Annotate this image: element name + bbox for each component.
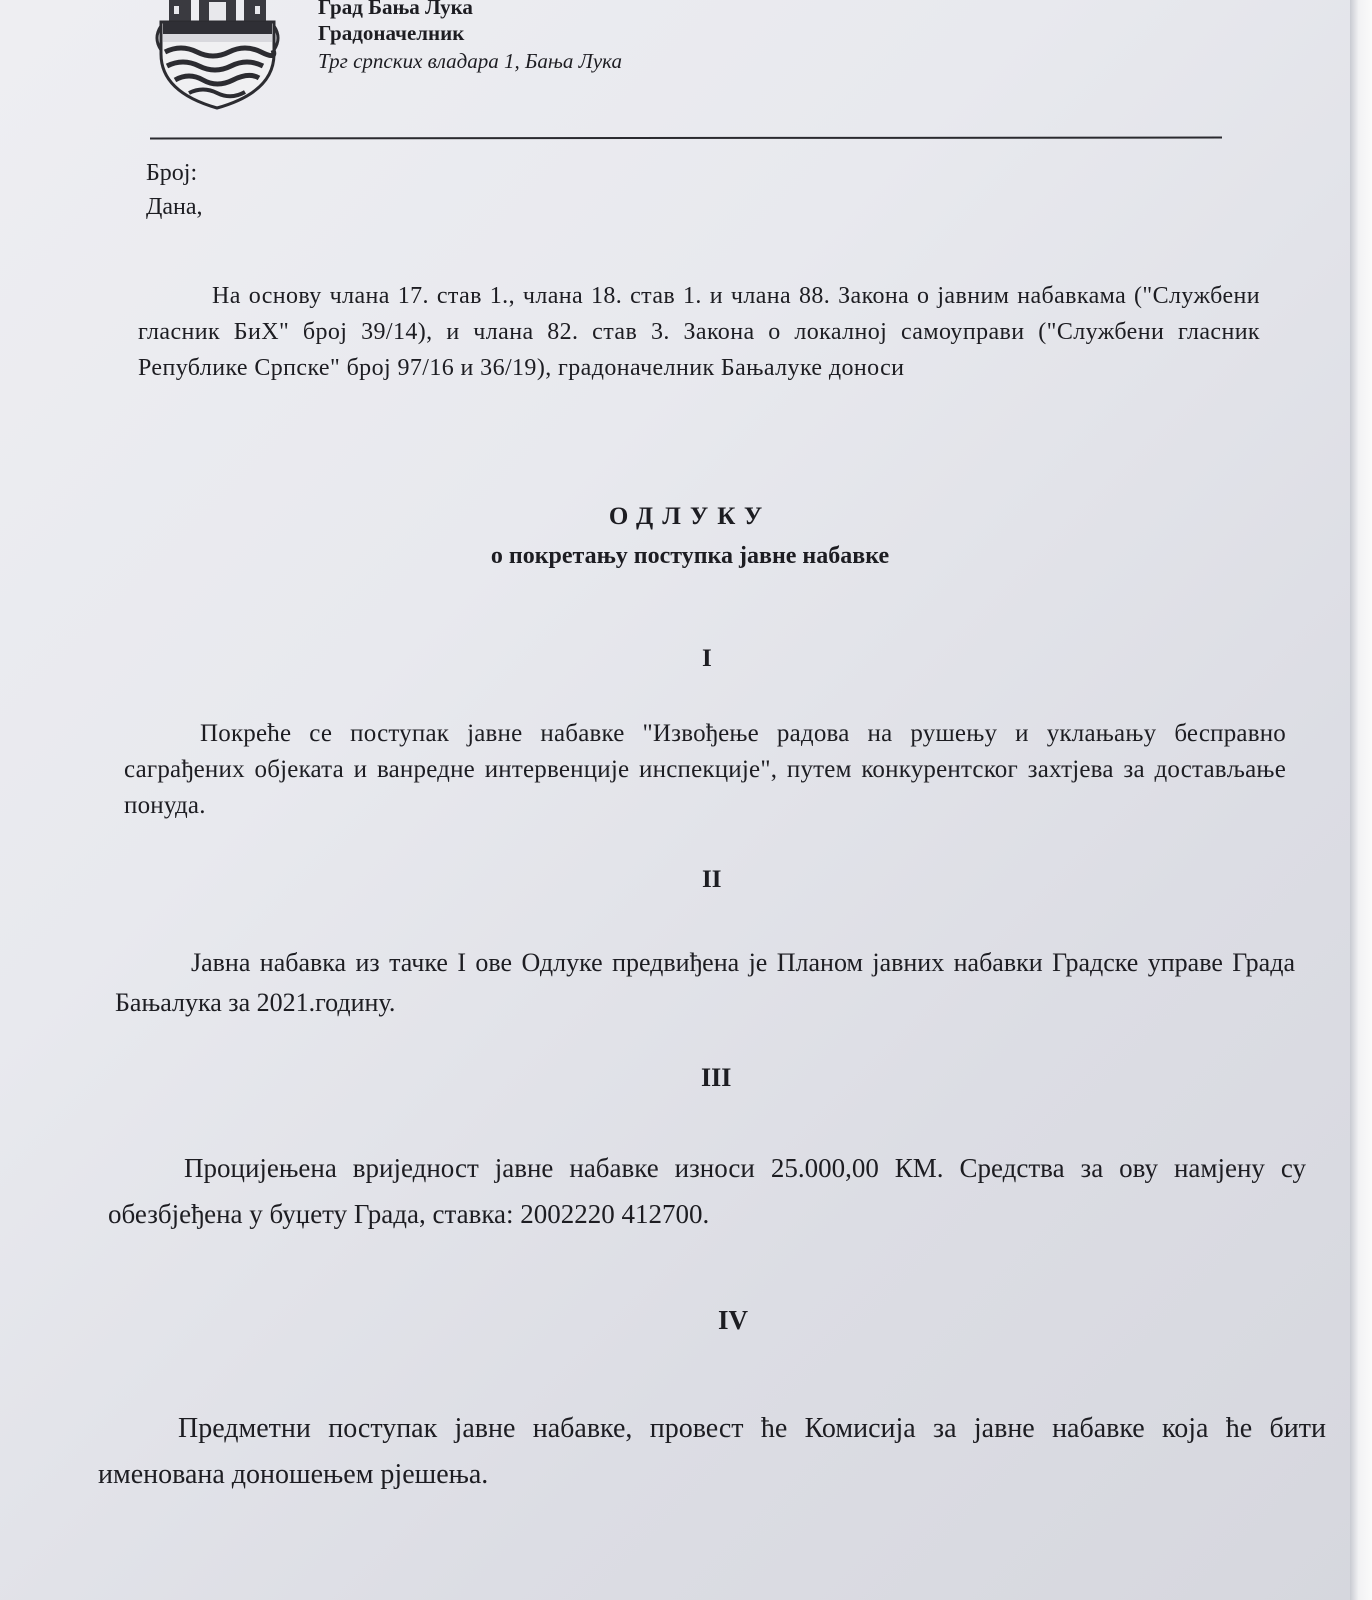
section-number-4: IV	[718, 1305, 749, 1335]
section-text-3: Процијењена вриједност јавне набавке износи 25.000,00 КМ. Средства за ову намјену су обезбјеђена у буџету Града, ставка: 2002220 412700.	[108, 1153, 1306, 1229]
letterhead-divider	[150, 137, 1222, 140]
letterhead-city: Град Бања Лука	[318, 0, 473, 19]
section-number-3: III	[701, 1063, 732, 1092]
section-number-1: I	[702, 645, 712, 672]
date-label: Дана,	[146, 194, 203, 220]
number-label: Број:	[146, 160, 198, 186]
letterhead	[318, 0, 622, 76]
section-number-2: II	[702, 866, 722, 893]
letterhead-office: Градоначелник	[318, 21, 465, 45]
letterhead-address: Трг српских владара 1, Бања Лука	[318, 49, 622, 73]
page-edge	[1350, 0, 1372, 1600]
legal-basis-paragraph: На основу члана 17. став 1., члана 18. став 1. и члана 88. Закона о јавним набавкама ("Службени гласник БиХ" број 39/14), и члана 82. став 3. Закона о локалној самоуправи ("Службени гласник Републике Српске" број 97/16 и 36/19), градоначелник Бањалуке доноси	[138, 283, 1260, 381]
decision-title: ОДЛУКУ	[608, 503, 772, 530]
section-text-4: Предметни поступак јавне набавке, провест ће Комисија за јавне набавке која ће бити именована доношењем рјешења.	[98, 1413, 1326, 1490]
document-meta	[146, 156, 203, 224]
coat-of-arms-icon	[155, 0, 280, 110]
decision-subtitle: о покретању поступка јавне набавке	[490, 543, 890, 569]
section-text-2: Јавна набавка из тачке I ове Одлуке предвиђена је Планом јавних набавки Градске управе Града Бањалука за 2021.годину.	[115, 948, 1295, 1017]
section-text-1: Покреће се поступак јавне набавке "Извођење радова на рушењу и уклањању бесправно саграђених објеката и ванредне интервенције инспекције", путем конкурентског захтјева за достављање понуда.	[124, 720, 1286, 819]
